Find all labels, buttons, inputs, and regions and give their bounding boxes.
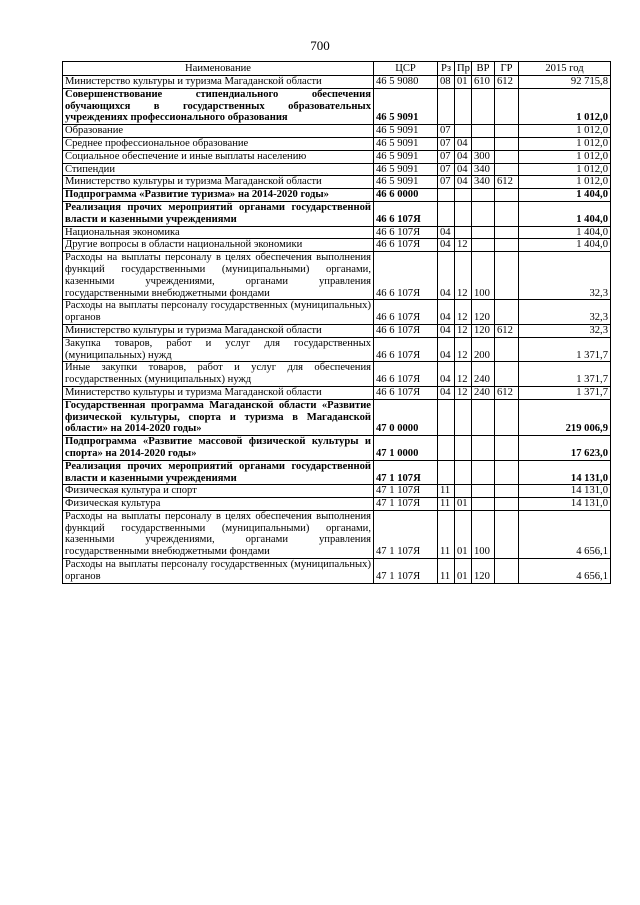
cell-rz: 04 (438, 300, 455, 325)
cell-gr (495, 239, 519, 252)
cell-amount: 14 131,0 (519, 460, 611, 485)
cell-pr: 04 (455, 163, 472, 176)
cell-pr (455, 460, 472, 485)
cell-pr (455, 226, 472, 239)
cell-vr: 240 (472, 386, 495, 399)
cell-rz: 07 (438, 176, 455, 189)
cell-rz: 07 (438, 150, 455, 163)
cell-pr: 12 (455, 239, 472, 252)
table-row (63, 300, 611, 325)
cell-gr (495, 88, 519, 124)
cell-name: Другие вопросы в области национальной экономики (63, 239, 374, 252)
table-row (63, 201, 611, 226)
cell-name: Реализация прочих мероприятий органами государственной власти и казенными учреждениями (63, 201, 374, 226)
cell-name: Стипендии (63, 163, 374, 176)
cell-vr (472, 485, 495, 498)
cell-pr (455, 125, 472, 138)
cell-vr: 340 (472, 176, 495, 189)
cell-name: Закупка товаров, работ и услуг для государственных (муниципальных) нужд (63, 337, 374, 362)
cell-rz: 04 (438, 324, 455, 337)
cell-vr: 120 (472, 300, 495, 325)
cell-amount: 1 371,7 (519, 337, 611, 362)
table-row (63, 125, 611, 138)
cell-gr (495, 201, 519, 226)
cell-amount: 219 006,9 (519, 399, 611, 435)
cell-gr (495, 337, 519, 362)
cell-name: Национальная экономика (63, 226, 374, 239)
cell-csr: 46 5 9080 (374, 76, 438, 89)
cell-vr: 240 (472, 362, 495, 387)
cell-pr: 12 (455, 252, 472, 300)
cell-gr (495, 485, 519, 498)
cell-csr: 47 0 0000 (374, 399, 438, 435)
header-vr: ВР (472, 62, 495, 76)
cell-rz: 11 (438, 559, 455, 584)
cell-rz (438, 436, 455, 461)
cell-rz: 04 (438, 252, 455, 300)
table-row (63, 510, 611, 558)
cell-name: Образование (63, 125, 374, 138)
cell-csr: 46 6 107Я (374, 324, 438, 337)
table-row (63, 386, 611, 399)
cell-rz: 11 (438, 510, 455, 558)
cell-csr: 46 6 0000 (374, 189, 438, 202)
cell-gr (495, 252, 519, 300)
cell-amount: 4 656,1 (519, 510, 611, 558)
cell-amount: 17 623,0 (519, 436, 611, 461)
table-row (63, 189, 611, 202)
cell-pr (455, 189, 472, 202)
cell-pr: 12 (455, 324, 472, 337)
cell-name: Министерство культуры и туризма Магаданской области (63, 386, 374, 399)
cell-rz: 11 (438, 485, 455, 498)
cell-amount: 1 012,0 (519, 163, 611, 176)
cell-csr: 46 5 9091 (374, 176, 438, 189)
cell-vr (472, 436, 495, 461)
cell-pr: 04 (455, 150, 472, 163)
cell-amount: 1 404,0 (519, 239, 611, 252)
cell-pr (455, 201, 472, 226)
cell-gr: 612 (495, 76, 519, 89)
cell-csr: 46 5 9091 (374, 150, 438, 163)
cell-rz: 04 (438, 386, 455, 399)
cell-name: Расходы на выплаты персоналу в целях обеспечения выполнения функций государственными (муниципальными) органами, казенными учреждениями, органами управления государственными внебюджетными фондами (63, 252, 374, 300)
cell-pr: 01 (455, 498, 472, 511)
cell-vr (472, 125, 495, 138)
cell-csr: 46 6 107Я (374, 362, 438, 387)
cell-amount: 32,3 (519, 252, 611, 300)
cell-rz: 04 (438, 239, 455, 252)
cell-amount: 4 656,1 (519, 559, 611, 584)
cell-gr (495, 498, 519, 511)
cell-rz (438, 88, 455, 124)
header-year: 2015 год (519, 62, 611, 76)
table-row (63, 436, 611, 461)
cell-csr: 46 6 107Я (374, 226, 438, 239)
cell-pr (455, 88, 472, 124)
table-row (63, 88, 611, 124)
page-number: 700 (310, 38, 330, 53)
budget-table (62, 61, 611, 584)
cell-amount: 1 012,0 (519, 137, 611, 150)
cell-vr: 100 (472, 510, 495, 558)
table-row (63, 239, 611, 252)
table-row (63, 498, 611, 511)
cell-name: Физическая культура (63, 498, 374, 511)
cell-name: Физическая культура и спорт (63, 485, 374, 498)
cell-vr (472, 88, 495, 124)
table-row (63, 337, 611, 362)
cell-amount: 32,3 (519, 300, 611, 325)
cell-pr: 01 (455, 510, 472, 558)
header-pr: Пр (455, 62, 472, 76)
cell-name: Расходы на выплаты персоналу в целях обеспечения выполнения функций государственными (муниципальными) органами, казенными учреждениями, органами управления государственными внебюджетными фондами (63, 510, 374, 558)
cell-rz (438, 399, 455, 435)
cell-vr: 610 (472, 76, 495, 89)
cell-gr (495, 399, 519, 435)
cell-rz: 04 (438, 337, 455, 362)
cell-amount: 1 012,0 (519, 125, 611, 138)
cell-rz: 07 (438, 163, 455, 176)
cell-csr: 47 1 107Я (374, 559, 438, 584)
cell-rz: 04 (438, 362, 455, 387)
cell-rz: 07 (438, 137, 455, 150)
cell-pr: 04 (455, 176, 472, 189)
header-row (63, 62, 611, 76)
cell-name: Реализация прочих мероприятий органами государственной власти и казенными учреждениями (63, 460, 374, 485)
cell-pr (455, 485, 472, 498)
cell-rz: 11 (438, 498, 455, 511)
cell-gr: 612 (495, 386, 519, 399)
cell-vr (472, 460, 495, 485)
cell-vr: 200 (472, 337, 495, 362)
cell-amount: 14 131,0 (519, 498, 611, 511)
cell-csr: 47 1 107Я (374, 485, 438, 498)
cell-csr: 47 1 0000 (374, 436, 438, 461)
table-row (63, 324, 611, 337)
cell-rz (438, 460, 455, 485)
table-row (63, 163, 611, 176)
cell-name: Министерство культуры и туризма Магаданской области (63, 176, 374, 189)
cell-pr: 04 (455, 137, 472, 150)
cell-gr (495, 163, 519, 176)
cell-gr: 612 (495, 324, 519, 337)
cell-gr (495, 559, 519, 584)
cell-name: Министерство культуры и туризма Магаданской области (63, 76, 374, 89)
cell-rz: 04 (438, 226, 455, 239)
cell-csr: 46 6 107Я (374, 300, 438, 325)
cell-csr: 46 5 9091 (374, 88, 438, 124)
cell-csr: 46 6 107Я (374, 201, 438, 226)
cell-csr: 46 5 9091 (374, 163, 438, 176)
cell-csr: 46 6 107Я (374, 386, 438, 399)
cell-vr: 120 (472, 324, 495, 337)
table-row (63, 485, 611, 498)
cell-amount: 1 012,0 (519, 150, 611, 163)
cell-gr (495, 150, 519, 163)
cell-amount: 14 131,0 (519, 485, 611, 498)
cell-vr (472, 201, 495, 226)
cell-csr: 46 6 107Я (374, 239, 438, 252)
table-row (63, 150, 611, 163)
table-row (63, 559, 611, 584)
cell-name: Государственная программа Магаданской области «Развитие физической культуры, спорта и туризма в Магаданской области» на 2014-2020 годы» (63, 399, 374, 435)
cell-name: Среднее профессиональное образование (63, 137, 374, 150)
cell-name: Расходы на выплаты персоналу государственных (муниципальных) органов (63, 559, 374, 584)
cell-gr (495, 226, 519, 239)
cell-pr (455, 399, 472, 435)
table-row (63, 362, 611, 387)
cell-vr (472, 399, 495, 435)
table-row (63, 76, 611, 89)
cell-amount: 1 404,0 (519, 201, 611, 226)
cell-rz: 07 (438, 125, 455, 138)
cell-name: Расходы на выплаты персоналу государственных (муниципальных) органов (63, 300, 374, 325)
cell-rz: 08 (438, 76, 455, 89)
cell-name: Министерство культуры и туризма Магаданской области (63, 324, 374, 337)
cell-pr: 12 (455, 362, 472, 387)
cell-pr: 12 (455, 386, 472, 399)
cell-amount: 1 012,0 (519, 176, 611, 189)
header-name: Наименование (63, 62, 374, 76)
cell-gr (495, 300, 519, 325)
cell-name: Совершенствование стипендиального обеспечения обучающихся в государственных образовательных учреждениях профессионального образования (63, 88, 374, 124)
cell-csr: 46 5 9091 (374, 137, 438, 150)
cell-amount: 32,3 (519, 324, 611, 337)
cell-rz (438, 189, 455, 202)
cell-pr: 12 (455, 337, 472, 362)
table-row (63, 399, 611, 435)
cell-vr (472, 189, 495, 202)
cell-gr (495, 436, 519, 461)
cell-csr: 46 5 9091 (374, 125, 438, 138)
cell-amount: 1 371,7 (519, 386, 611, 399)
cell-amount: 1 404,0 (519, 226, 611, 239)
cell-amount: 1 371,7 (519, 362, 611, 387)
cell-csr: 47 1 107Я (374, 498, 438, 511)
cell-name: Подпрограмма «Развитие массовой физической культуры и спорта» на 2014-2020 годы» (63, 436, 374, 461)
cell-gr (495, 189, 519, 202)
cell-vr (472, 137, 495, 150)
cell-vr: 300 (472, 150, 495, 163)
table-row (63, 137, 611, 150)
cell-csr: 46 6 107Я (374, 337, 438, 362)
cell-rz (438, 201, 455, 226)
cell-csr: 47 1 107Я (374, 510, 438, 558)
cell-amount: 1 404,0 (519, 189, 611, 202)
cell-pr: 01 (455, 559, 472, 584)
cell-pr: 12 (455, 300, 472, 325)
cell-gr (495, 460, 519, 485)
cell-amount: 1 012,0 (519, 88, 611, 124)
table-row (63, 252, 611, 300)
table-row (63, 460, 611, 485)
cell-gr (495, 125, 519, 138)
header-gr: ГР (495, 62, 519, 76)
cell-vr: 120 (472, 559, 495, 584)
cell-name: Подпрограмма «Развитие туризма» на 2014-2020 годы» (63, 189, 374, 202)
table-row (63, 176, 611, 189)
cell-gr (495, 362, 519, 387)
cell-vr (472, 498, 495, 511)
cell-vr: 340 (472, 163, 495, 176)
header-rz: Рз (438, 62, 455, 76)
header-csr: ЦСР (374, 62, 438, 76)
cell-gr (495, 510, 519, 558)
cell-pr: 01 (455, 76, 472, 89)
cell-vr (472, 226, 495, 239)
cell-amount: 92 715,8 (519, 76, 611, 89)
cell-name: Иные закупки товаров, работ и услуг для обеспечения государственных (муниципальных) нужд (63, 362, 374, 387)
cell-csr: 46 6 107Я (374, 252, 438, 300)
cell-vr: 100 (472, 252, 495, 300)
cell-csr: 47 1 107Я (374, 460, 438, 485)
cell-gr (495, 137, 519, 150)
cell-pr (455, 436, 472, 461)
cell-gr: 612 (495, 176, 519, 189)
cell-name: Социальное обеспечение и иные выплаты населению (63, 150, 374, 163)
table-row (63, 226, 611, 239)
cell-vr (472, 239, 495, 252)
